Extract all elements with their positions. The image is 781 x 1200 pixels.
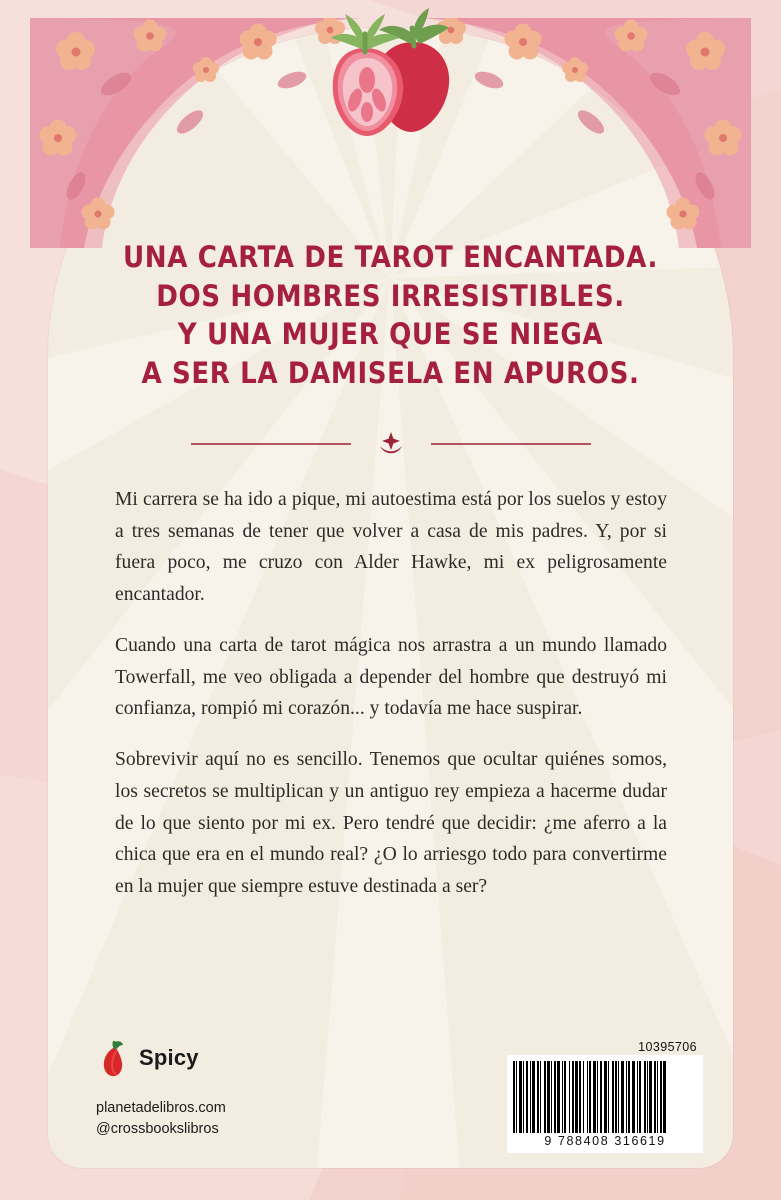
moon-star-divider: [191, 430, 591, 458]
headline-line-4: A SER LA DAMISELA EN APUROS.: [141, 355, 640, 390]
imprint-logo: [96, 1038, 199, 1078]
floral-corner-ornament-left: [30, 18, 360, 248]
headline: [0, 238, 781, 392]
chili-pepper-icon: [96, 1038, 130, 1078]
barcode-bars: [513, 1061, 697, 1133]
publisher-links: [96, 1098, 226, 1140]
blurb-paragraph-3: Sobrevivir aquí no es sencillo. Tenemos que ocultar quiénes somos, los secretos se multiplican y un antiguo rey empieza a hacerme dudar de lo que siento por mi ex. Pero tendré que decidir: ¿me aferro a la chica que era en el mundo real? ¿O lo arriesgo todo para convertirme en la mujer que siempre estuve destinada a ser?: [115, 749, 667, 898]
blurb-paragraph-2: Cuando una carta de tarot mágica nos arrastra a un mundo llamado Towerfall, me veo obligada a depender del hombre que destruyó mi confianza, rompió mi corazón... y todavía me hace suspirar.: [115, 634, 667, 720]
headline-line-2: DOS HOMBRES IRRESISTIBLES.: [156, 278, 625, 313]
barcode-internal-code: 10395706: [638, 1040, 697, 1054]
barcode-isbn-digits: 9 788408 316619: [544, 1134, 666, 1148]
barcode: [507, 1055, 703, 1153]
floral-corner-ornament-right: [421, 18, 751, 248]
headline-line-1: UNA CARTA DE TAROT ENCANTADA.: [123, 240, 658, 274]
blurb-paragraph-1: Mi carrera se ha ido a pique, mi autoestima está por los suelos y estoy a tres semanas de tener que volver a casa de mis padres. Y, por si fuera poco, me cruzo con Alder Hawke, mi ex peligrosamente encantador.: [115, 489, 667, 606]
social-handle[interactable]: @crossbookslibros: [96, 1121, 219, 1138]
blurb: [115, 484, 667, 903]
strawberry-icon: [321, 6, 461, 141]
imprint-label: Spicy: [139, 1045, 199, 1070]
website-url[interactable]: planetadelibros.com: [96, 1100, 226, 1116]
headline-line-3: Y UNA MUJER QUE SE NIEGA: [177, 317, 604, 352]
